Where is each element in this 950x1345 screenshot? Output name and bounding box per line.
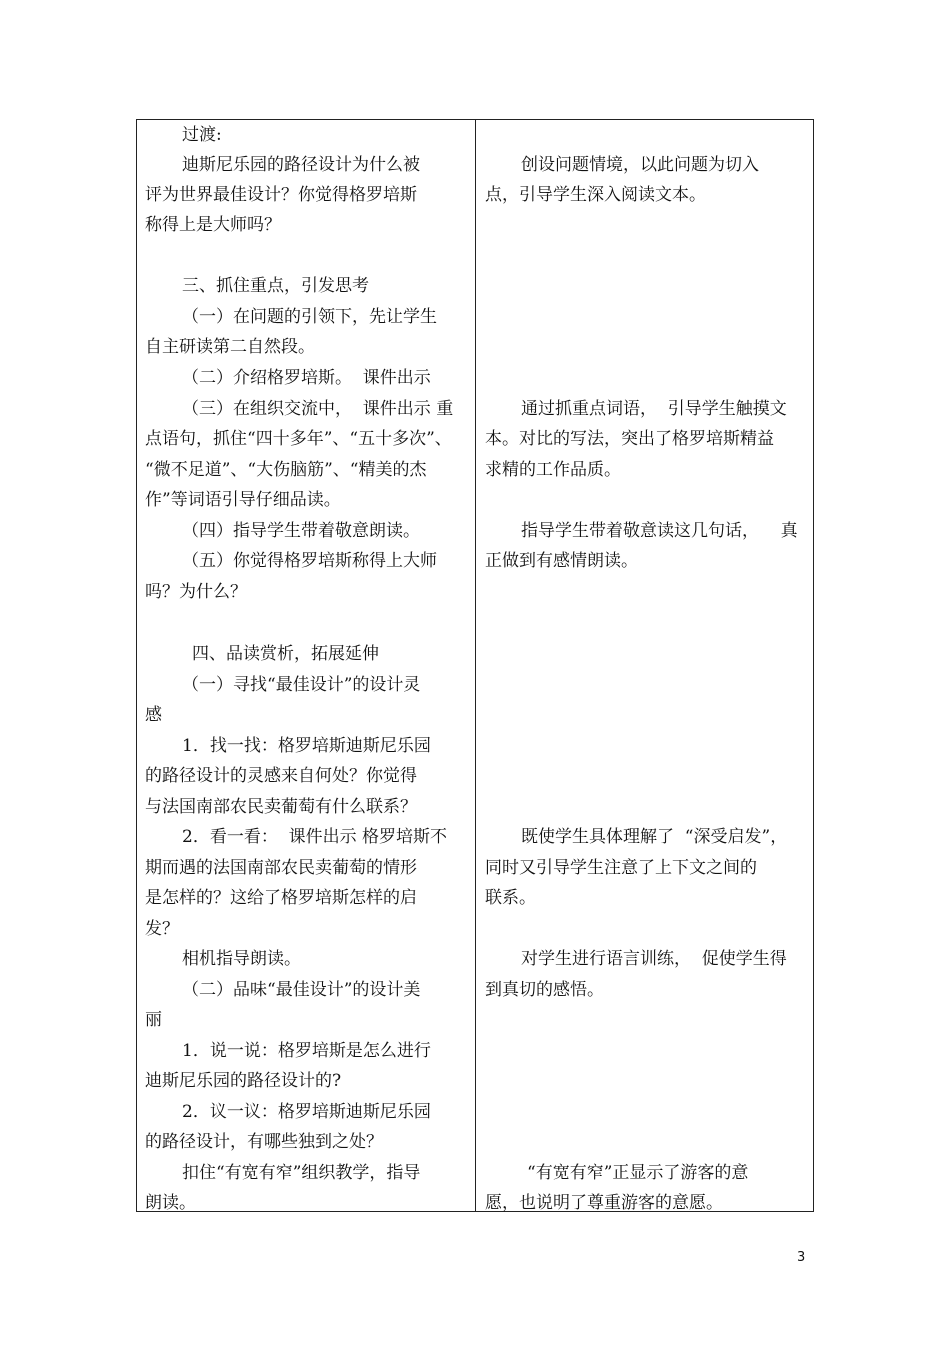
teaching-text-line: （五）你觉得格罗培斯称得上大师 <box>182 551 437 571</box>
teaching-text-line: （一）在问题的引领下，先让学生 <box>182 307 437 327</box>
teaching-text-line: 三、抓住重点，引发思考 <box>182 276 369 296</box>
teaching-text-line: 是怎样的？这给了格罗培斯怎样的启 <box>145 888 417 908</box>
teaching-text-line: 1．找一找：格罗培斯迪斯尼乐园 <box>182 736 431 756</box>
intent-text-line: 愿，也说明了尊重游客的意愿。 <box>485 1193 723 1213</box>
teaching-text-line: 四、品读赏析，拓展延伸 <box>192 644 379 664</box>
teaching-text-line: 自主研读第二自然段。 <box>145 337 315 357</box>
teaching-text-line: 评为世界最佳设计？你觉得格罗培斯 <box>145 185 417 205</box>
intent-text-line: 创设问题情境，以此问题为切入 <box>521 155 759 175</box>
intent-text-line: 点，引导学生深入阅读文本。 <box>485 185 706 205</box>
teaching-text-line: 点语句，抓住“四十多年”、“五十多次”、 <box>145 429 452 449</box>
teaching-text-line: 迪斯尼乐园的路径设计为什么被 <box>182 155 420 175</box>
teaching-text-line: 期而遇的法国南部农民卖葡萄的情形 <box>145 858 417 878</box>
intent-text-line: 到真切的感悟。 <box>485 980 604 1000</box>
column-divider <box>475 119 476 1212</box>
teaching-text-line: 作”等词语引导仔细品读。 <box>145 490 341 510</box>
teaching-text-line: 过渡: <box>182 125 222 145</box>
teaching-text-line: 的路径设计，有哪些独到之处？ <box>145 1132 383 1152</box>
teaching-text-line: 2．看一看： 课件出示 格罗培斯不 <box>182 827 448 847</box>
intent-text-line: 同时又引导学生注意了上下文之间的 <box>485 858 757 878</box>
intent-text-line: 指导学生带着敬意读这几句话， 真 <box>521 521 798 541</box>
intent-text-line: “有宽有窄”正显示了游客的意 <box>527 1163 749 1183</box>
teaching-text-line: （三）在组织交流中， 课件出示 重 <box>182 399 454 419</box>
teaching-text-line: 相机指导朗读。 <box>182 949 301 969</box>
intent-text-line: 既使学生具体理解了 “深受启发”， <box>521 827 788 847</box>
teaching-text-line: （二）介绍格罗培斯。 课件出示 <box>182 368 431 388</box>
teaching-text-line: 迪斯尼乐园的路径设计的? <box>145 1071 342 1091</box>
teaching-text-line: “微不足道”、“大伤脑筋”、“精美的杰 <box>145 460 427 480</box>
intent-text-line: 正做到有感情朗读。 <box>485 551 638 571</box>
teaching-text-line: 与法国南部农民卖葡萄有什么联系？ <box>145 797 417 817</box>
teaching-text-line: 称得上是大师吗？ <box>145 215 281 235</box>
teaching-text-line: 朗读。 <box>145 1193 196 1213</box>
intent-text-line: 通过抓重点词语， 引导学生触摸文 <box>521 399 787 419</box>
teaching-text-line: 感 <box>145 705 162 725</box>
teaching-text-line: （二）品味“最佳设计”的设计美 <box>182 980 421 1000</box>
intent-text-line: 联系。 <box>485 888 536 908</box>
teaching-text-line: 丽 <box>145 1010 162 1030</box>
teaching-text-line: 发？ <box>145 919 179 939</box>
teaching-text-line: 1．说一说：格罗培斯是怎么进行 <box>182 1041 431 1061</box>
intent-text-line: 求精的工作品质。 <box>485 460 621 480</box>
intent-text-line: 对学生进行语言训练， 促使学生得 <box>521 949 787 969</box>
teaching-text-line: 吗？为什么？ <box>145 582 247 602</box>
intent-text-line: 本。对比的写法，突出了格罗培斯精益 <box>485 429 774 449</box>
teaching-text-line: 扣住“有宽有窄”组织教学，指导 <box>182 1163 421 1183</box>
teaching-text-line: （四）指导学生带着敬意朗读。 <box>182 521 420 541</box>
teaching-text-line: （一）寻找“最佳设计”的设计灵 <box>182 675 421 695</box>
page-number: 3 <box>797 1250 806 1265</box>
teaching-text-line: 2．议一议：格罗培斯迪斯尼乐园 <box>182 1102 431 1122</box>
teaching-text-line: 的路径设计的灵感来自何处？你觉得 <box>145 766 417 786</box>
